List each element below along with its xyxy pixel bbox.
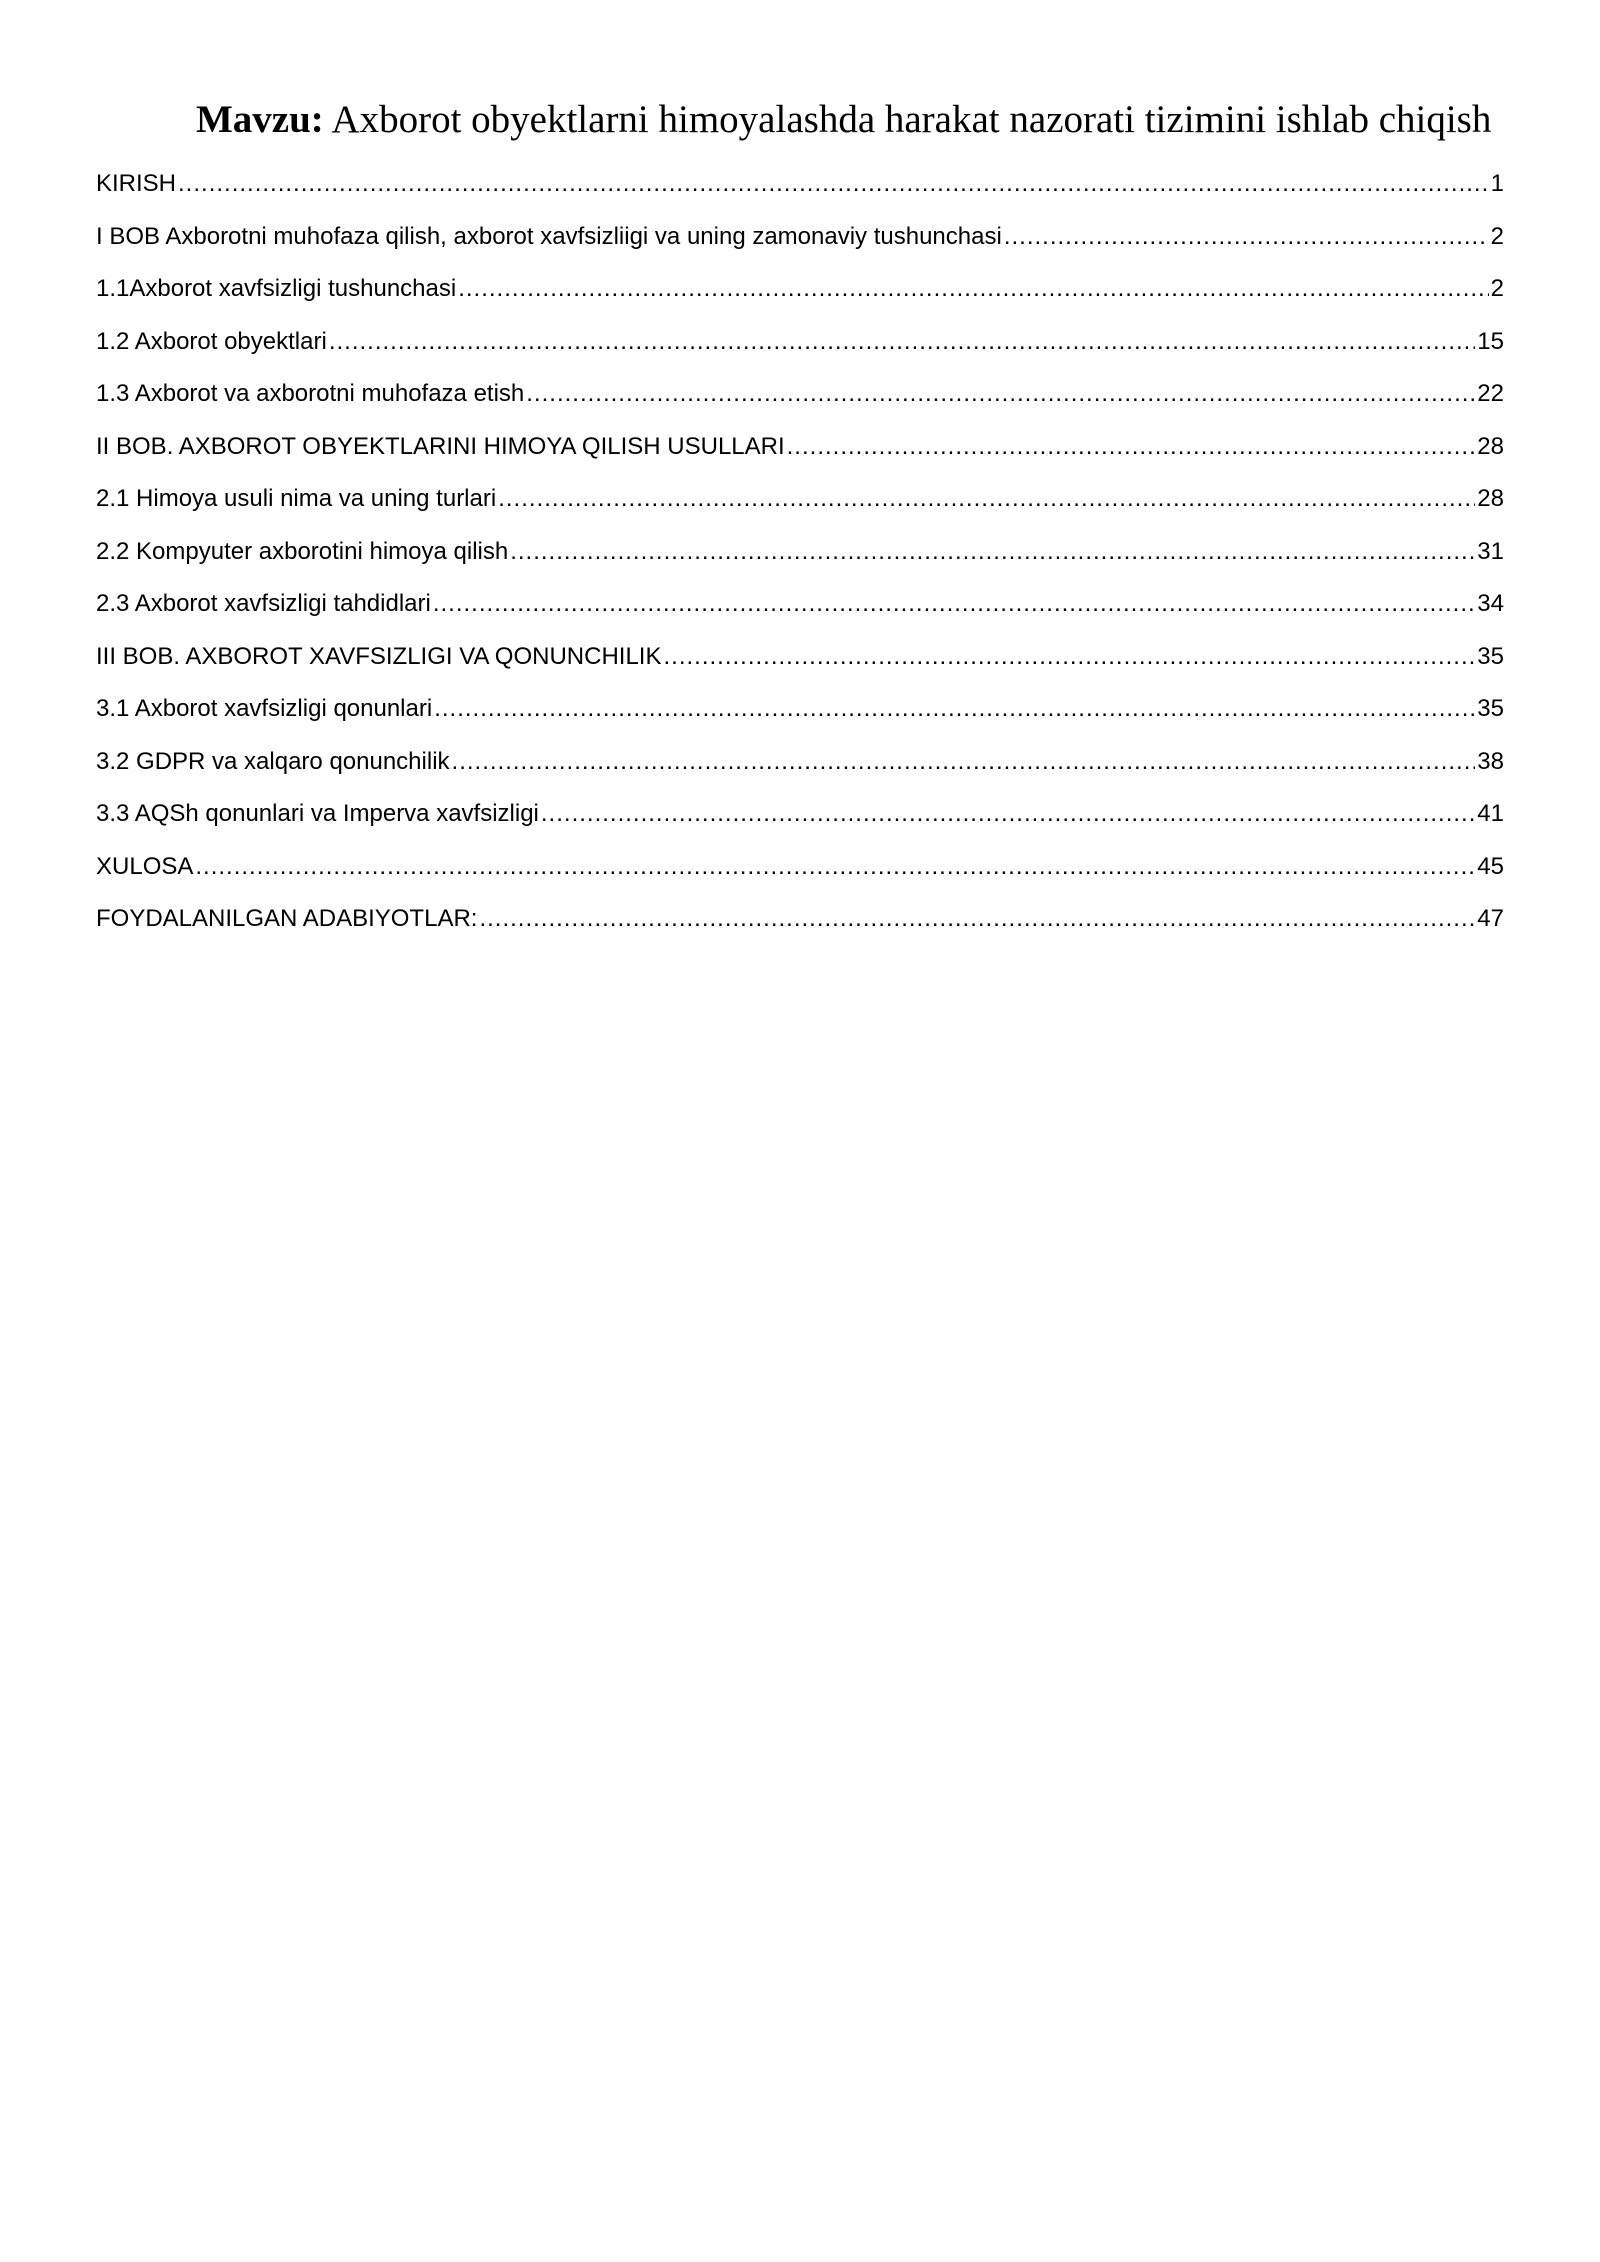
- toc-entry-text: 2.3 Axborot xavfsizligi tahdidlari: [96, 590, 431, 617]
- toc-dot-leader: [434, 683, 1475, 735]
- title-label: Mavzu:: [196, 98, 324, 141]
- toc-entry-2-2[interactable]: [96, 526, 1504, 579]
- document-title: [196, 92, 1496, 148]
- toc-entry-chapter-1[interactable]: [96, 211, 1504, 264]
- toc-entry-3-1[interactable]: [96, 683, 1504, 736]
- toc-dot-leader: [329, 316, 1475, 368]
- toc-entry-text: 2.1 Himoya usuli nima va uning turlari: [96, 485, 497, 512]
- toc-entry-text: FOYDALANILGAN ADABIYOTLAR:: [96, 905, 478, 932]
- toc-dot-leader: [526, 368, 1475, 420]
- toc-entry-text: 1.1Axborot xavfsizligi tushunchasi: [96, 275, 457, 302]
- toc-page-number: 2: [1490, 222, 1504, 250]
- toc-page-number: 35: [1477, 695, 1504, 722]
- toc-entry-xulosa[interactable]: [96, 841, 1504, 894]
- toc-dot-leader: [541, 788, 1475, 840]
- toc-entry-text: II BOB. AXBOROT OBYEKTLARINI HIMOYA QILISH USULLARI: [96, 432, 785, 460]
- toc-dot-leader: [498, 473, 1475, 525]
- toc-entry-chapter-3[interactable]: [96, 631, 1504, 684]
- toc-dot-leader: [458, 263, 1488, 315]
- toc-page-number: 28: [1477, 485, 1504, 512]
- toc-dot-leader: [433, 578, 1475, 630]
- toc-entry-text: 3.2 GDPR va xalqaro qonunchilik: [96, 747, 450, 775]
- toc-entry-text: I BOB Axborotni muhofaza qilish, axborot xavfsizliigi va uning zamonaviy tushunchasi: [96, 222, 1002, 250]
- title-text: Axborot obyektlarni himoyalashda harakat nazorati tizimini ishlab chiqish: [323, 98, 1492, 141]
- toc-page-number: 2: [1490, 275, 1504, 302]
- toc-page-number: 47: [1477, 905, 1504, 932]
- toc-entry-3-3[interactable]: [96, 788, 1504, 841]
- toc-entry-text: 3.3 AQSh qonunlari va Imperva xavfsizligi: [96, 800, 539, 827]
- toc-page-number: 35: [1477, 642, 1504, 670]
- toc-entry-2-1[interactable]: [96, 473, 1504, 526]
- toc-entry-text: 1.2 Axborot obyektlari: [96, 327, 327, 355]
- toc-entry-text: 1.3 Axborot va axborotni muhofaza etish: [96, 380, 525, 407]
- toc-dot-leader: [510, 526, 1475, 578]
- toc-dot-leader: [479, 893, 1475, 945]
- toc-entry-2-3[interactable]: [96, 578, 1504, 631]
- toc-page-number: 38: [1477, 747, 1504, 775]
- toc-page-number: 41: [1477, 800, 1504, 827]
- toc-entry-text: 2.2 Kompyuter axborotini himoya qilish: [96, 537, 509, 565]
- toc-entry-text: III BOB. AXBOROT XAVFSIZLIGI VA QONUNCHILIK: [96, 642, 662, 670]
- toc-dot-leader: [1004, 211, 1489, 263]
- toc-page-number: 34: [1477, 590, 1504, 617]
- toc-entry-text: 3.1 Axborot xavfsizligi qonunlari: [96, 695, 433, 722]
- toc-entry-1-2[interactable]: [96, 316, 1504, 369]
- toc-page-number: 15: [1477, 327, 1504, 355]
- table-of-contents: [96, 158, 1504, 946]
- toc-entry-kirish[interactable]: [96, 158, 1504, 211]
- toc-entry-bibliography[interactable]: [96, 893, 1504, 946]
- toc-entry-1-3[interactable]: [96, 368, 1504, 421]
- toc-page-number: 28: [1477, 432, 1504, 460]
- toc-dot-leader: [195, 841, 1475, 893]
- toc-entry-3-2[interactable]: [96, 736, 1504, 789]
- toc-page-number: 31: [1477, 537, 1504, 565]
- toc-page-number: 22: [1477, 380, 1504, 407]
- toc-dot-leader: [663, 631, 1475, 683]
- toc-entry-text: XULOSA: [96, 852, 194, 880]
- toc-entry-chapter-2[interactable]: [96, 421, 1504, 474]
- toc-dot-leader: [787, 421, 1476, 473]
- toc-dot-leader: [178, 158, 1489, 210]
- toc-page-number: 1: [1490, 170, 1504, 197]
- toc-entry-text: KIRISH: [96, 170, 177, 197]
- toc-dot-leader: [452, 736, 1476, 788]
- toc-page-number: 45: [1477, 852, 1504, 880]
- toc-entry-1-1[interactable]: [96, 263, 1504, 316]
